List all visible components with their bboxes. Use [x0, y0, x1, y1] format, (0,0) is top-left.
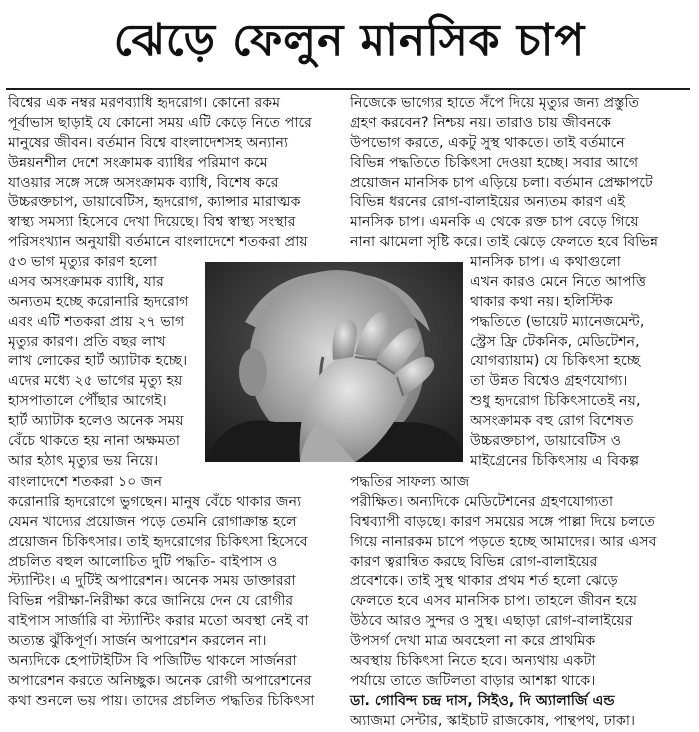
text-line: মানুষের জীবন। বর্তমান বিশ্বে বাংলাদেশসহ অন্যান্য	[8, 134, 289, 151]
stressed-man-photo	[205, 262, 463, 462]
text-line: পরীক্ষিত। অন্যদিকে মেডিটেশনের গ্রহণযোগ্যতা	[350, 493, 614, 510]
text-line: বাংলাদেশে শতকরা ১০ জন	[8, 474, 163, 490]
text-line: মৃত্যুর কারণ। প্রতি বছর লাখ	[8, 333, 166, 350]
text-line: পর্যায়ে তাতে জটিলতা বাড়ার আশঙ্কা থাকে।	[350, 672, 596, 689]
author-address: অ্যাজমা সেন্টার, স্কাইচাট রাজকোষ, পান্থপথ, ঢাকা।	[350, 712, 636, 729]
text-line: যেমন খাদ্যের প্রয়োজন পড়ে তেমনি রোগাক্রান্ত হলে	[8, 513, 297, 530]
text-line: এখন কারও মেনে নিতে আপত্তি	[470, 273, 646, 290]
text-line: মানসিক চাপ। এ কথাগুলো	[470, 254, 621, 270]
text-line: পদ্ধতির সাফল্য আজ	[350, 474, 470, 490]
text-line: ৫৩ ভাগ মৃত্যুর কারণ হলো	[8, 254, 158, 270]
text-line: এসব অসংক্রামক ব্যাধি, যার	[8, 273, 164, 290]
text-line: লাখ লোকের হার্ট অ্যাটাক হচ্ছে।	[8, 353, 188, 370]
text-line: অন্যতম হচ্ছে করোনারি হৃদরোগ	[8, 293, 189, 310]
article-title: ঝেড়ে ফেলুন মানসিক চাপ	[113, 15, 586, 66]
text-line: যাওয়ার সঙ্গে সঙ্গে অসংক্রামক ব্যাধি, বিশেষ করে	[8, 174, 279, 191]
text-line: স্ট্যান্টিং। এ দুটিই অপারেশন। অনেক সময় ডাক্তাররা	[8, 573, 296, 590]
text-line: প্রয়োজন মানসিক চাপ এড়িয়ে চলা। বর্তমান প্রেক্ষাপটে	[350, 174, 653, 191]
text-line: উচ্চরক্তচাপ, ডায়াবেটিস, হৃদরোগ, ক্যান্সার মারাত্মক	[8, 194, 301, 211]
left-column-top	[8, 94, 312, 253]
text-line: হার্ট অ্যাটাক হলেও অনেক সময়	[8, 413, 184, 430]
title-divider	[6, 88, 690, 90]
right-column-top	[350, 94, 658, 253]
left-column-bottom	[8, 473, 314, 712]
text-line: বাইপাস সার্জারি বা স্ট্যান্টিং করার মতো অবস্থা নেই বা	[8, 613, 309, 630]
text-line: প্রচলিত বহুল আলোচিত দুটি পদ্ধতি- বাইপাস ও	[8, 553, 278, 570]
text-line: আর হঠাৎ মৃত্যুর ভয় নিয়ে।	[8, 452, 159, 469]
text-line: স্বাস্থ্য সমস্যা হিসেবে দেখা দিয়েছে। বিশ্ব স্বাস্থ্য সংস্থার	[8, 214, 296, 231]
right-column-bottom	[350, 473, 657, 732]
text-line: স্ট্রেস ফ্রি টেকনিক, মেডিটেশন,	[470, 333, 640, 350]
text-line: এবং এটি শতকরা প্রায় ২৭ ভাগ	[8, 313, 185, 330]
text-line: অত্যন্ত ঝুঁকিপূর্ণ। সার্জন অপারেশন করলেন না।	[8, 633, 267, 650]
text-line: কথা শুনলে ভয় পায়। তাদের প্রচলিত পদ্ধতির চিকিৎসা	[8, 692, 315, 709]
text-line: উচ্চরক্তচাপ, ডায়াবেটিস ও	[470, 433, 622, 450]
text-line: পরিসংখ্যান অনুযায়ী বর্তমানে বাংলাদেশে শতকরা প্রায়	[8, 234, 308, 251]
left-column-wrap	[8, 253, 188, 472]
text-line: উপসর্গ দেখা মাত্র অবহেলা না করে প্রাথমিক	[350, 633, 596, 650]
text-line: উন্নয়নশীল দেশে সংক্রামক ব্যাধির পরিমাণ কমে	[8, 154, 268, 171]
text-line: বিশ্বব্যাপী বাড়ছে। কারণ সময়ের সঙ্গে পাল্লা দিয়ে চলতে	[350, 513, 656, 530]
text-line: এদের মধ্যে ২৫ ভাগের মৃত্যু হয়	[8, 373, 183, 390]
text-line: বিশ্বের এক নম্বর মরণব্যাধি হৃদরোগ। কোনো রকম	[8, 95, 281, 111]
right-column-wrap	[470, 253, 646, 472]
text-line: গ্রহণ করবেন? নিশ্চয় নয়। তারাও চায় জীবনকে	[350, 114, 612, 131]
text-line: ফেলতে হবে এসব মানসিক চাপ। তাহলে জীবন হয়ে	[350, 593, 638, 610]
text-line: বিভিন্ন পদ্ধতিতে চিকিৎসা দেওয়া হচ্ছে। সবার আগে	[350, 154, 639, 171]
text-line: হাসপাতালে পৌঁছার আগেই।	[8, 393, 167, 410]
text-line: তা উন্নত বিশ্বেও গ্রহণযোগ্য।	[470, 373, 628, 390]
text-line: উপভোগ করতে, একটু সুস্থ থাকতে। তাই বর্তমানে	[350, 134, 625, 151]
text-line: মাইগ্রেনের চিকিৎসায় এ বিকল্প	[470, 452, 640, 469]
text-line: প্রবেশকে। তাই সুস্থ থাকার প্রথম শর্ত হলো ঝেড়ে	[350, 573, 618, 590]
text-line: অবস্থায় চিকিৎসা নিতে হবে। অন্যথায় একটা	[350, 653, 596, 670]
text-line: গিয়ে নানারকম চাপে পড়তে হচ্ছে আমাদের। আর এসব	[350, 533, 657, 550]
text-line: কারণ ত্বরান্বিত করছে বিভিন্ন রোগ-বালাইয়ের	[350, 553, 598, 570]
text-line: যোগব্যায়াম) যে চিকিৎসা হচ্ছে	[470, 353, 641, 370]
text-line: অসংক্রামক বহু রোগ বিশেষত	[470, 413, 634, 430]
text-line: বেঁচে থাকতে হয় নানা অক্ষমতা	[8, 433, 181, 450]
text-line: পূর্বাভাস ছাড়াই যে কোনো সময় এটি কেড়ে নিতে পারে	[8, 114, 312, 131]
face-in-hand-icon	[205, 262, 463, 462]
text-line: পদ্ধতিতে (ভায়েট ম্যানেজমেন্ট,	[470, 313, 645, 330]
text-line: উঠবে আরও সুন্দর ও সুস্থ। এছাড়া রোগ-বালাইয়ের	[350, 613, 633, 630]
text-line: নিজেকে ভাগ্যের হাতে সঁপে দিয়ে মৃত্যুর জন্য প্রস্তুতি	[350, 95, 640, 111]
text-line: প্রয়োজন চিকিৎসার। তাই হৃদরোগের চিকিৎসা হিসেবে	[8, 533, 308, 550]
text-line: বিভিন্ন ধরনের রোগ-বালাইয়ের অন্যতম কারণ এই	[350, 194, 625, 211]
text-line: শুধু হৃদরোগ চিকিৎসাতেই নয়,	[470, 393, 641, 410]
author-line: ডা. গোবিন্দ চন্দ্র দাস, সিইও, দি অ্যালার্জি এন্ড	[350, 692, 615, 709]
text-line: অপারেশন করতে অনিচ্ছুক। অনেক রোগী অপারেশনের	[8, 672, 312, 689]
text-line: বিভিন্ন পরীক্ষা-নিরীক্ষা করে জানিয়ে দেন যে রোগীর	[8, 593, 294, 610]
text-line: নানা ঝামেলা সৃষ্টি করে। তাই ঝেড়ে ফেলতে হবে বিভিন্ন	[350, 234, 659, 251]
text-line: অন্যদিকে হেপাটাইটিস বি পজিটিভ থাকলে সার্জনরা	[8, 653, 297, 670]
text-line: থাকার কথা নয়। হলিস্টিক	[470, 293, 613, 310]
text-line: মানসিক চাপ। এমনকি এ থেকে রক্ত চাপ বেড়ে গিয়ে	[350, 214, 639, 231]
text-line: করোনারি হৃদরোগে ভুগছেন। মানুষ বেঁচে থাকার জন্য	[8, 493, 302, 510]
